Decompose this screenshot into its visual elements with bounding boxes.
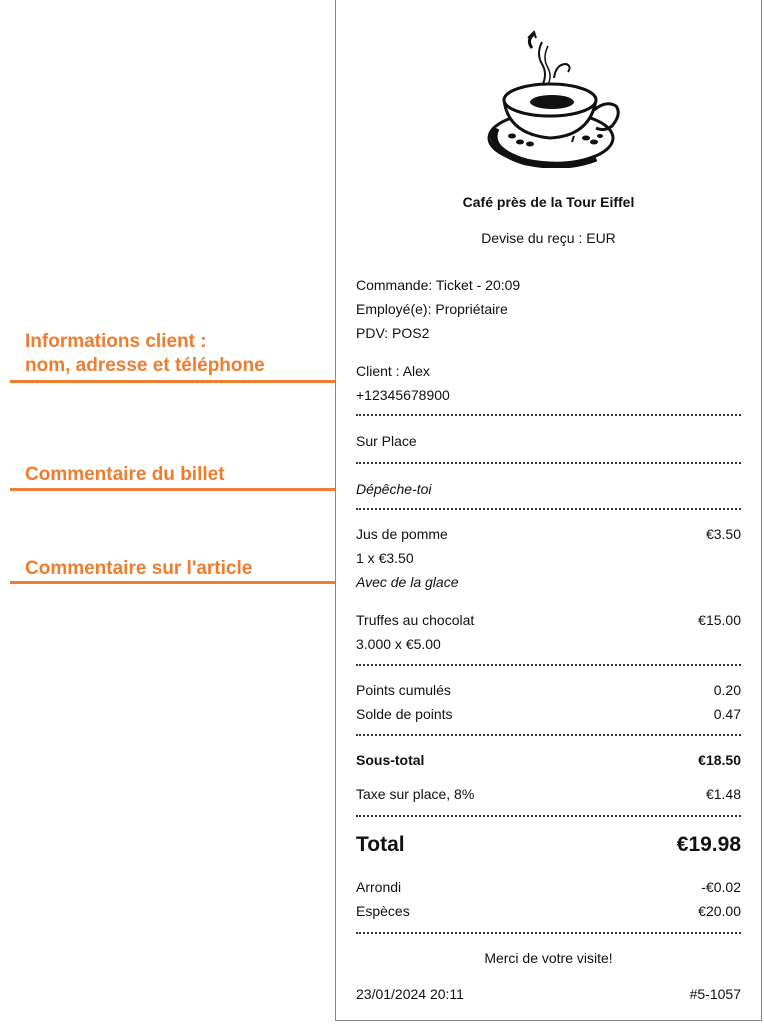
points-balance-label: Solde de points bbox=[356, 706, 453, 722]
divider bbox=[356, 815, 741, 817]
receipt bbox=[335, 0, 762, 1021]
points-earned-row bbox=[356, 681, 741, 699]
rounding-row bbox=[356, 878, 741, 896]
tax-row bbox=[356, 785, 741, 803]
receipt-datetime: 23/01/2024 20:11 bbox=[356, 986, 464, 1002]
item-row bbox=[356, 525, 741, 543]
arrow-ticket-comment bbox=[10, 488, 340, 491]
subtotal-label: Sous-total bbox=[356, 752, 425, 768]
total-label: Total bbox=[356, 833, 405, 856]
pos-info: PDV: POS2 bbox=[356, 325, 430, 341]
rounding-label: Arrondi bbox=[356, 879, 402, 895]
divider bbox=[356, 664, 741, 666]
divider bbox=[356, 734, 741, 736]
footer-row bbox=[356, 985, 741, 1003]
divider bbox=[356, 932, 741, 934]
item-price: €15.00 bbox=[698, 612, 741, 628]
arrow-item-comment bbox=[10, 581, 340, 584]
item-quantity: 3.000 x €5.00 bbox=[356, 636, 441, 652]
points-earned-label: Points cumulés bbox=[356, 682, 451, 698]
annotation-ticket-comment bbox=[25, 463, 225, 487]
cash-value: €20.00 bbox=[698, 903, 741, 919]
total-value: €19.98 bbox=[676, 833, 741, 856]
cash-row bbox=[356, 902, 741, 920]
annotation-item-comment-label: Commentaire sur l'article bbox=[25, 558, 253, 579]
points-balance-row bbox=[356, 705, 741, 723]
client-name: Client : Alex bbox=[356, 363, 430, 379]
store-name: Café près de la Tour Eiffel bbox=[462, 194, 635, 210]
item-quantity: 1 x €3.50 bbox=[356, 550, 414, 566]
annotation-client-info-line1: Informations client : bbox=[25, 331, 207, 352]
subtotal-value: €18.50 bbox=[698, 752, 741, 768]
item-price: €3.50 bbox=[705, 526, 741, 542]
annotation-client-info bbox=[25, 330, 265, 378]
cash-label: Espèces bbox=[356, 903, 410, 919]
annotation-ticket-comment-label: Commentaire du billet bbox=[25, 464, 225, 485]
thank-you-message: Merci de votre visite! bbox=[484, 950, 613, 966]
points-balance-value: 0.47 bbox=[713, 706, 741, 722]
item-name: Truffes au chocolat bbox=[356, 612, 475, 628]
tax-value: €1.48 bbox=[705, 786, 741, 802]
employee-info: Employé(e): Propriétaire bbox=[356, 301, 508, 317]
annotation-item-comment bbox=[25, 557, 252, 581]
arrow-client-info bbox=[10, 380, 340, 383]
tax-label: Taxe sur place, 8% bbox=[356, 786, 475, 802]
annotation-client-info-line2: nom, adresse et téléphone bbox=[25, 355, 265, 376]
rounding-value: -€0.02 bbox=[701, 879, 741, 895]
dining-option: Sur Place bbox=[356, 433, 417, 449]
client-phone: +12345678900 bbox=[356, 387, 450, 403]
item-comment: Avec de la glace bbox=[356, 574, 459, 590]
divider bbox=[356, 508, 741, 510]
item-row bbox=[356, 611, 741, 629]
total-row bbox=[356, 833, 741, 857]
divider bbox=[356, 414, 741, 416]
order-info: Commande: Ticket - 20:09 bbox=[356, 277, 521, 293]
receipt-currency: Devise du reçu : EUR bbox=[481, 230, 616, 246]
receipt-number: #5-1057 bbox=[689, 986, 741, 1002]
coffee-cup-icon bbox=[476, 28, 626, 168]
divider bbox=[356, 462, 741, 464]
subtotal-row bbox=[356, 751, 741, 769]
item-name: Jus de pomme bbox=[356, 526, 448, 542]
points-earned-value: 0.20 bbox=[713, 682, 741, 698]
ticket-comment: Dépêche-toi bbox=[356, 481, 432, 497]
